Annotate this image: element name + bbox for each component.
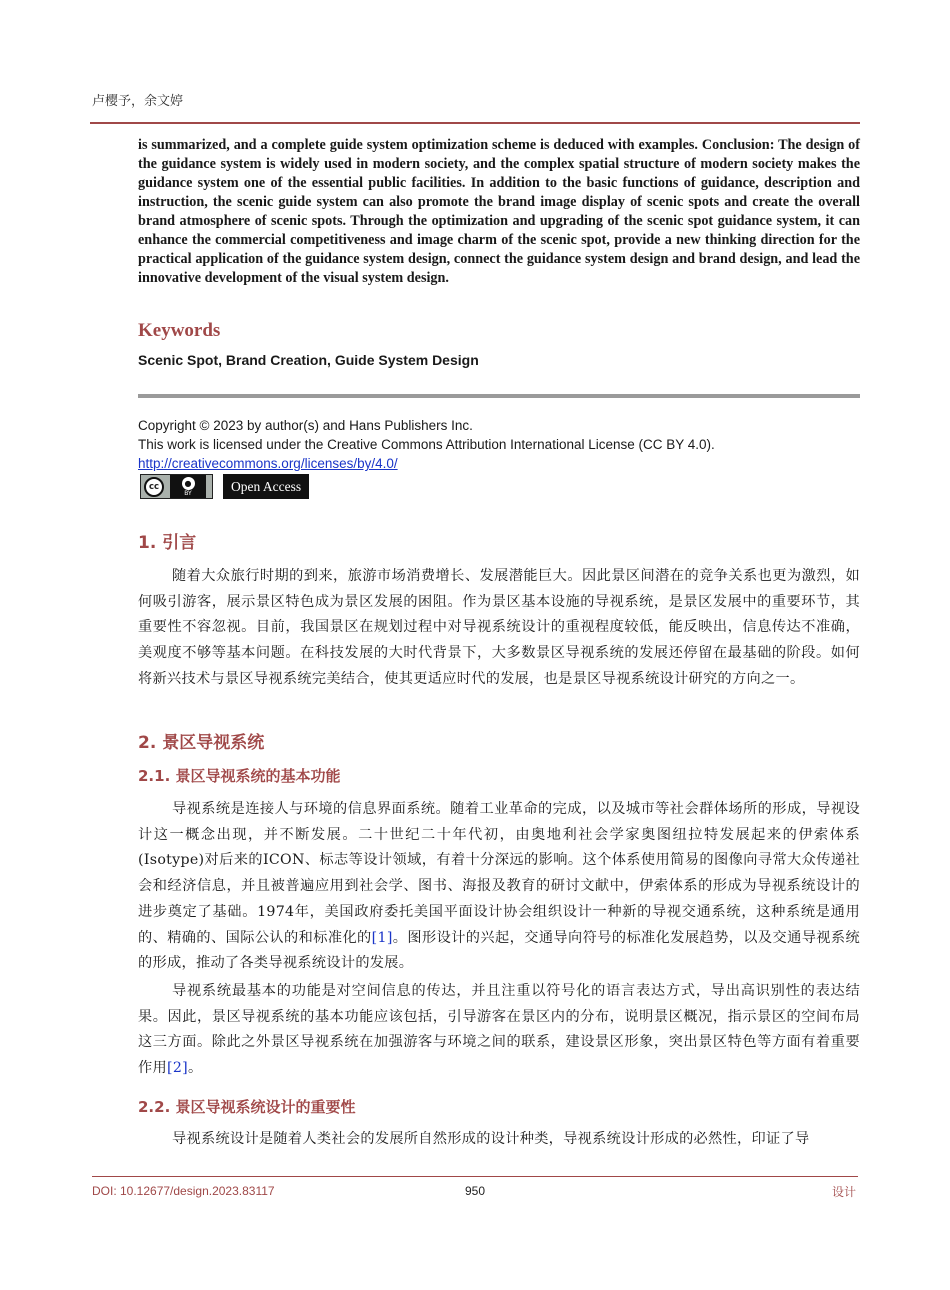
header-divider bbox=[90, 122, 860, 124]
section-2-1-paragraph-2 bbox=[138, 979, 860, 1082]
section-1-title: 1. 引言 bbox=[138, 533, 197, 553]
header-authors: 卢樱予，余文婷 bbox=[92, 94, 184, 109]
keywords-text: Scenic Spot, Brand Creation, Guide System Design bbox=[138, 352, 479, 368]
copyright-block bbox=[138, 416, 860, 473]
paragraph-text: 导视系统最基本的功能是对空间信息的传达，并且注重以符号化的语言表达方式，导出高识别性的表达结果。因此，景区导视系统的基本功能应该包括，引导游客在景区内的分布，说明景区概况，指示景区的空间布局这三方面。除此之外景区导视系统在加强游客与环境之间的联系，建设景区形象，突出景区特色等方面有着重要作用 bbox=[138, 983, 860, 1077]
footer-divider bbox=[92, 1176, 858, 1177]
section-2-2-paragraph: 导视系统设计是随着人类社会的发展所自然形成的设计种类，导视系统设计形成的必然性，印证了导 bbox=[172, 1131, 810, 1147]
by-label: BY bbox=[184, 489, 192, 497]
section-2-2-title: 2.2. 景区导视系统设计的重要性 bbox=[138, 1098, 356, 1116]
cc-by-badge[interactable] bbox=[140, 474, 213, 499]
paragraph-text: 。图形设计的兴起，交通导向符号的标准化发展趋势，以及交通导视系统的形成，推动了各类导视系统设计的发展。 bbox=[138, 929, 860, 972]
section-2-1-paragraph-1 bbox=[138, 797, 860, 977]
section-2-1-title: 2.1. 景区导视系统的基本功能 bbox=[138, 767, 341, 785]
open-access-badge[interactable]: Open Access bbox=[223, 474, 309, 499]
by-block bbox=[170, 475, 206, 498]
license-badges bbox=[140, 474, 309, 500]
page-number: 950 bbox=[465, 1184, 486, 1198]
copyright-line: Copyright © 2023 by author(s) and Hans Publishers Inc. bbox=[138, 418, 473, 433]
person-icon: ● bbox=[182, 477, 195, 490]
footer-doi: DOI: 10.12677/design.2023.83117 bbox=[92, 1184, 275, 1198]
cc-icon: cc bbox=[144, 477, 164, 497]
citation-link[interactable]: [2] bbox=[166, 1060, 188, 1077]
keywords-divider bbox=[138, 394, 860, 398]
citation-link[interactable]: [1] bbox=[371, 929, 393, 946]
license-link[interactable]: http://creativecommons.org/licenses/by/4.0/ bbox=[138, 456, 398, 471]
journal-name: 设计 bbox=[831, 1185, 856, 1199]
paragraph-text: 导视系统是连接人与环境的信息界面系统。随着工业革命的完成，以及城市等社会群体场所的形成，导视设计这一概念出现，并不断发展。二十世纪二十年代初，由奥地利社会学家奥图纽拉特发展起来的伊索体系(Isotype)对后来的ICON、标志等设计领域，有着十分深远的影响。这个体系使用简易的图像向寻常大众传递社会和经济信息，并且被普遍应用到社会学、图书、海报及教育的研讨文献中，伊索体系的形成为导视系统设计的进步奠定了基础。1974年，美国政府委托美国平面设计协会组织设计一种新的导视交通系统，这种系统是通用的、精确的、国际公认的和标准化的 bbox=[138, 801, 860, 946]
abstract-text: is summarized, and a complete guide system optimization scheme is deduced with examples. Conclusion: The design of the guidance system is widely used in modern society, and the complex spatial structure of modern society makes the guidance system one of the essential public facilities. In addition to the basic functions of guidance, description and instruction, the scenic guide system can also promote the brand image display of scenic spots and create the overall brand atmosphere of scenic spots. Through the optimization and upgrading of the scenic spot guidance system, it can enhance the commercial competitiveness and image charm of the scenic spot, provide a new thinking direction for the practical application of the guidance system design, connect the guidance system design and brand design, and lead the innovative development of the visual system design. bbox=[138, 137, 860, 286]
keywords-heading: Keywords bbox=[138, 320, 221, 341]
section-2-title: 2. 景区导视系统 bbox=[138, 733, 265, 753]
paragraph-text: 。 bbox=[187, 1060, 203, 1077]
section-1-paragraph: 随着大众旅行时期的到来，旅游市场消费增长、发展潜能巨大。因此景区间潜在的竞争关系也更为激烈，如何吸引游客，展示景区特色成为景区发展的困阻。作为景区基本设施的导视系统，是景区发展中的重要环节，其重要性不容忽视。目前，我国景区在规划过程中对导视系统设计的重视程度较低，能反映出，信息传达不准确，美观度不够等基本问题。在科技发展的大时代背景下，大多数景区导视系统的发展还停留在最基础的阶段。如何将新兴技术与景区导视系统完美结合，使其更适应时代的发展，也是景区导视系统设计研究的方向之一。 bbox=[138, 568, 860, 687]
license-line: This work is licensed under the Creative Commons Attribution International License (CC BY 4.0). bbox=[138, 437, 715, 452]
